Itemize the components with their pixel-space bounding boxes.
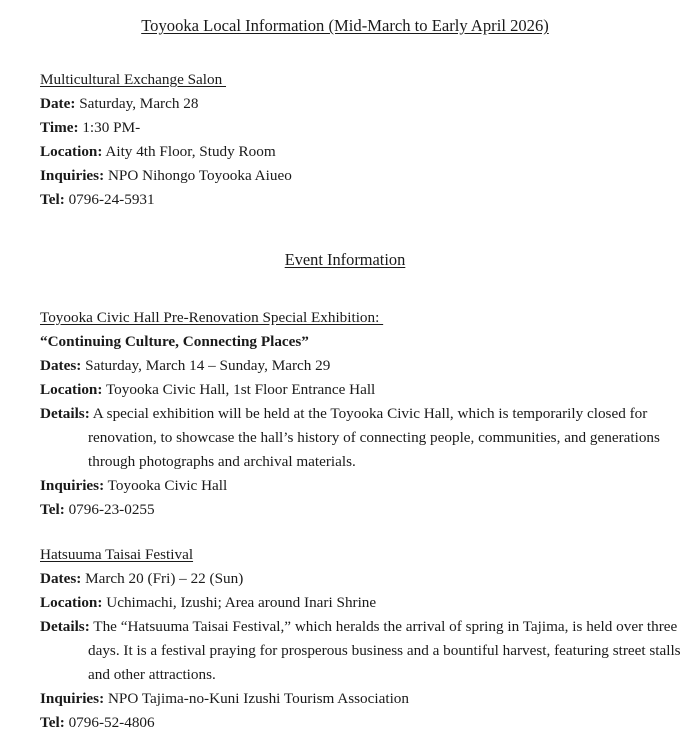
- civic-hall-row-inquiries-value: Toyooka Civic Hall: [104, 477, 228, 494]
- salon-row-tel-value: 0796-24-5931: [64, 191, 155, 208]
- civic-hall-heading-text: Toyooka Civic Hall Pre-Renovation Special Exhibition:: [40, 309, 384, 326]
- page-title: [0, 14, 690, 38]
- hatsuuma-heading-text: Hatsuuma Taisai Festival: [40, 546, 194, 563]
- civic-hall-row-dates-label: Dates:: [40, 357, 82, 374]
- hatsuuma-row-tel-value: 0796-52-4806: [64, 714, 155, 731]
- hatsuuma-row-location-label: Location:: [40, 594, 103, 611]
- salon-row-time: [40, 116, 690, 140]
- hatsuuma-row-dates-label: Dates:: [40, 570, 82, 587]
- civic-hall-heading: [40, 306, 690, 330]
- hatsuuma-row-tel-label: Tel:: [40, 714, 65, 731]
- section-heading-text: Event Information: [284, 250, 406, 269]
- salon-row-date: [40, 92, 690, 116]
- hatsuuma-row-inquiries: [40, 687, 690, 711]
- civic-hall-row-location: [40, 378, 690, 402]
- hatsuuma-row-dates: [40, 567, 690, 591]
- civic-hall-row-inquiries: [40, 474, 690, 498]
- salon-row-time-value: 1:30 PM-: [78, 119, 141, 136]
- hatsuuma-details-label: Details:: [40, 618, 90, 635]
- section-multicultural-exchange-salon: [0, 68, 690, 212]
- civic-hall-row-dates-value: Saturday, March 14 – Sunday, March 29: [81, 357, 331, 374]
- salon-row-time-label: Time:: [40, 119, 79, 136]
- spacer: [0, 522, 690, 543]
- civic-hall-details: [40, 402, 688, 474]
- page-title-text: Toyooka Local Information (Mid-March to Early April 2026): [141, 16, 549, 35]
- hatsuuma-row-tel: [40, 711, 690, 735]
- civic-hall-row-location-value: Toyooka Civic Hall, 1st Floor Entrance Hall: [102, 381, 376, 398]
- civic-hall-row-location-label: Location:: [40, 381, 103, 398]
- civic-hall-subtitle: “Continuing Culture, Connecting Places”: [40, 333, 309, 350]
- section-heading-event-information: [0, 248, 690, 272]
- civic-hall-row-tel: [40, 498, 690, 522]
- salon-row-tel: [40, 188, 690, 212]
- hatsuuma-row-inquiries-label: Inquiries:: [40, 690, 105, 707]
- document-page: [0, 14, 690, 731]
- civic-hall-row-dates: [40, 354, 690, 378]
- salon-row-tel-label: Tel:: [40, 191, 65, 208]
- salon-row-inquiries-value: NPO Nihongo Toyooka Aiueo: [104, 167, 292, 184]
- civic-hall-details-text: A special exhibition will be held at the Toyooka Civic Hall, which is temporarily closed for renovation, to showcase the hall’s history of connecting people, communities, and generations through photographs and archival materials.: [88, 405, 660, 470]
- hatsuuma-row-inquiries-value: NPO Tajima-no-Kuni Izushi Tourism Association: [104, 690, 409, 707]
- salon-heading: [40, 68, 690, 92]
- salon-row-date-value: Saturday, March 28: [75, 95, 199, 112]
- hatsuuma-heading: [40, 543, 690, 567]
- hatsuuma-row-location: [40, 591, 690, 615]
- salon-row-location: [40, 140, 690, 164]
- spacer: [0, 38, 690, 68]
- civic-hall-row-tel-label: Tel:: [40, 501, 65, 518]
- salon-heading-text: Multicultural Exchange Salon: [40, 71, 227, 88]
- salon-row-location-value: Aity 4th Floor, Study Room: [102, 143, 276, 160]
- salon-row-inquiries-label: Inquiries:: [40, 167, 105, 184]
- section-civic-hall-exhibition: [0, 306, 690, 522]
- spacer: [0, 212, 690, 248]
- hatsuuma-row-location-value: Uchimachi, Izushi; Area around Inari Shrine: [102, 594, 377, 611]
- spacer: [0, 272, 690, 306]
- hatsuuma-row-dates-value: March 20 (Fri) – 22 (Sun): [81, 570, 244, 587]
- hatsuuma-details: [40, 615, 688, 687]
- civic-hall-details-label: Details:: [40, 405, 90, 422]
- hatsuuma-details-text: The “Hatsuuma Taisai Festival,” which heralds the arrival of spring in Tajima, is held over three days. It is a festival praying for prosperous business and a bountiful harvest, featuring street stalls and other attractions.: [88, 618, 681, 683]
- salon-row-date-label: Date:: [40, 95, 76, 112]
- section-hatsuuma-taisai-festival: [0, 543, 690, 735]
- civic-hall-row-tel-value: 0796-23-0255: [64, 501, 155, 518]
- salon-row-inquiries: [40, 164, 690, 188]
- civic-hall-row-inquiries-label: Inquiries:: [40, 477, 105, 494]
- salon-row-location-label: Location:: [40, 143, 103, 160]
